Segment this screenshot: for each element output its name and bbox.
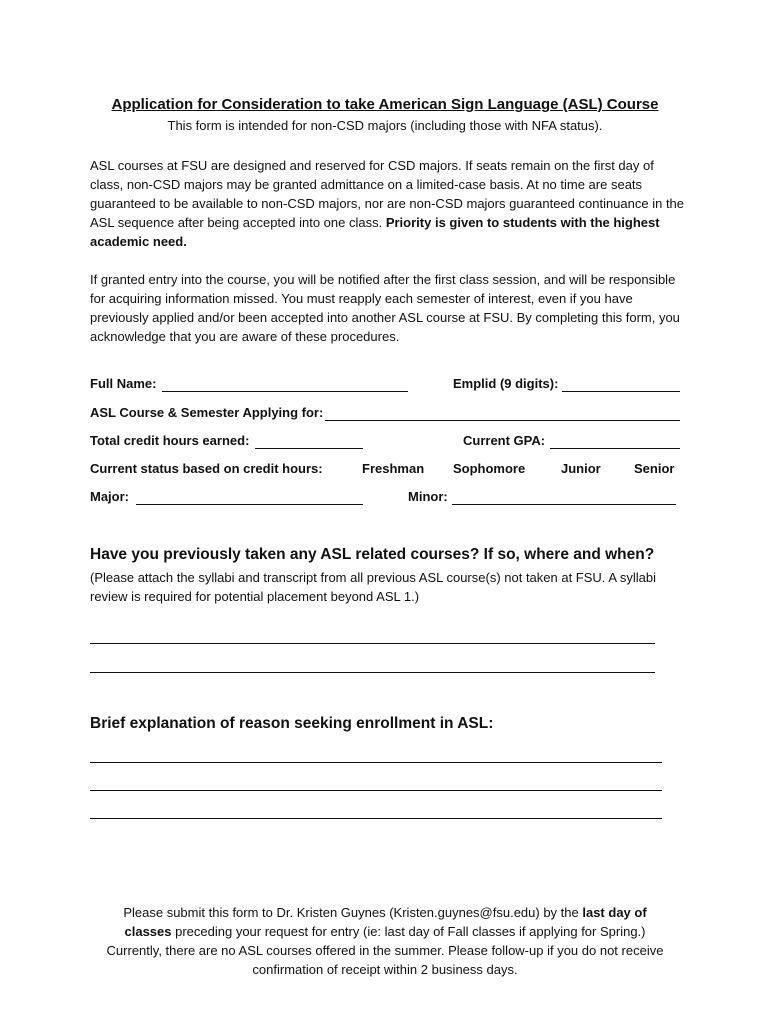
- minor-label: Minor:: [408, 489, 448, 504]
- previous-courses-note: (Please attach the syllabi and transcript from all previous ASL course(s) not taken at FSU. A syllabi review is required for potential placement beyond ASL 1.): [90, 570, 657, 604]
- submission-text-1: Please submit this form to Dr. Kristen Guynes (Kristen.guynes@fsu.edu) by the: [123, 905, 583, 920]
- emplid-label: Emplid (9 digits):: [453, 376, 559, 391]
- reason-answer-line[interactable]: [90, 790, 662, 791]
- previous-courses-heading: Have you previously taken any ASL related courses? If so, where and when?: [90, 546, 655, 563]
- page-subtitle: This form is intended for non-CSD majors (including those with NFA status).: [167, 118, 603, 133]
- course-semester-label: ASL Course & Semester Applying for:: [90, 405, 324, 420]
- intro-priority-note: Priority is given to students with the highest academic need.: [90, 215, 660, 249]
- emplid-field[interactable]: [562, 391, 680, 392]
- minor-field[interactable]: [452, 504, 676, 505]
- intro-paragraph-1: [90, 156, 690, 251]
- intro-paragraph-2: If granted entry into the course, you will be notified after the first class session, and will be responsible for acquiring information missed. You must reapply each semester of interest, even if you have previously applied and/or been accepted into another ASL course at FSU. By completing this form, you acknowledge that you are aware of these procedures.: [90, 272, 680, 344]
- submission-deadline: last day of classes: [124, 905, 647, 939]
- previous-courses-answer-line[interactable]: [90, 643, 655, 644]
- reason-answer-line[interactable]: [90, 818, 662, 819]
- previous-courses-answer-line[interactable]: [90, 672, 655, 673]
- reason-answer-line[interactable]: [90, 762, 662, 763]
- submission-instructions: [100, 903, 670, 979]
- status-option-junior[interactable]: Junior: [561, 461, 601, 476]
- credit-hours-label: Total credit hours earned:: [90, 433, 250, 448]
- credit-hours-field[interactable]: [255, 448, 363, 449]
- status-option-senior[interactable]: Senior: [634, 461, 675, 476]
- full-name-field[interactable]: [162, 391, 408, 392]
- gpa-label: Current GPA:: [463, 433, 546, 448]
- reason-heading: Brief explanation of reason seeking enrollment in ASL:: [90, 715, 494, 732]
- intro-paragraph-1-text: ASL courses at FSU are designed and reserved for CSD majors. If seats remain on the first day of class, non-CSD majors may be granted admittance on a limited-case basis. At no time are seats guaranteed to be available to non-CSD majors, nor are non-CSD majors guaranteed continuance in the ASL sequence after being accepted into one class.: [90, 158, 685, 230]
- submission-text-2: preceding your request for entry (ie: last day of Fall classes if applying for Spring.) Currently, there are no ASL courses offered in the summer. Please follow-up if you do not receive confirmation of receipt within 2 business days.: [106, 924, 664, 977]
- gpa-field[interactable]: [550, 448, 680, 449]
- status-option-freshman[interactable]: Freshman: [362, 461, 425, 476]
- major-label: Major:: [90, 489, 129, 504]
- status-label: Current status based on credit hours:: [90, 461, 323, 476]
- major-field[interactable]: [136, 504, 363, 505]
- full-name-label: Full Name:: [90, 376, 157, 391]
- status-option-sophomore[interactable]: Sophomore: [453, 461, 526, 476]
- course-semester-field[interactable]: [325, 420, 680, 421]
- page-title: Application for Consideration to take American Sign Language (ASL) Course: [111, 96, 659, 113]
